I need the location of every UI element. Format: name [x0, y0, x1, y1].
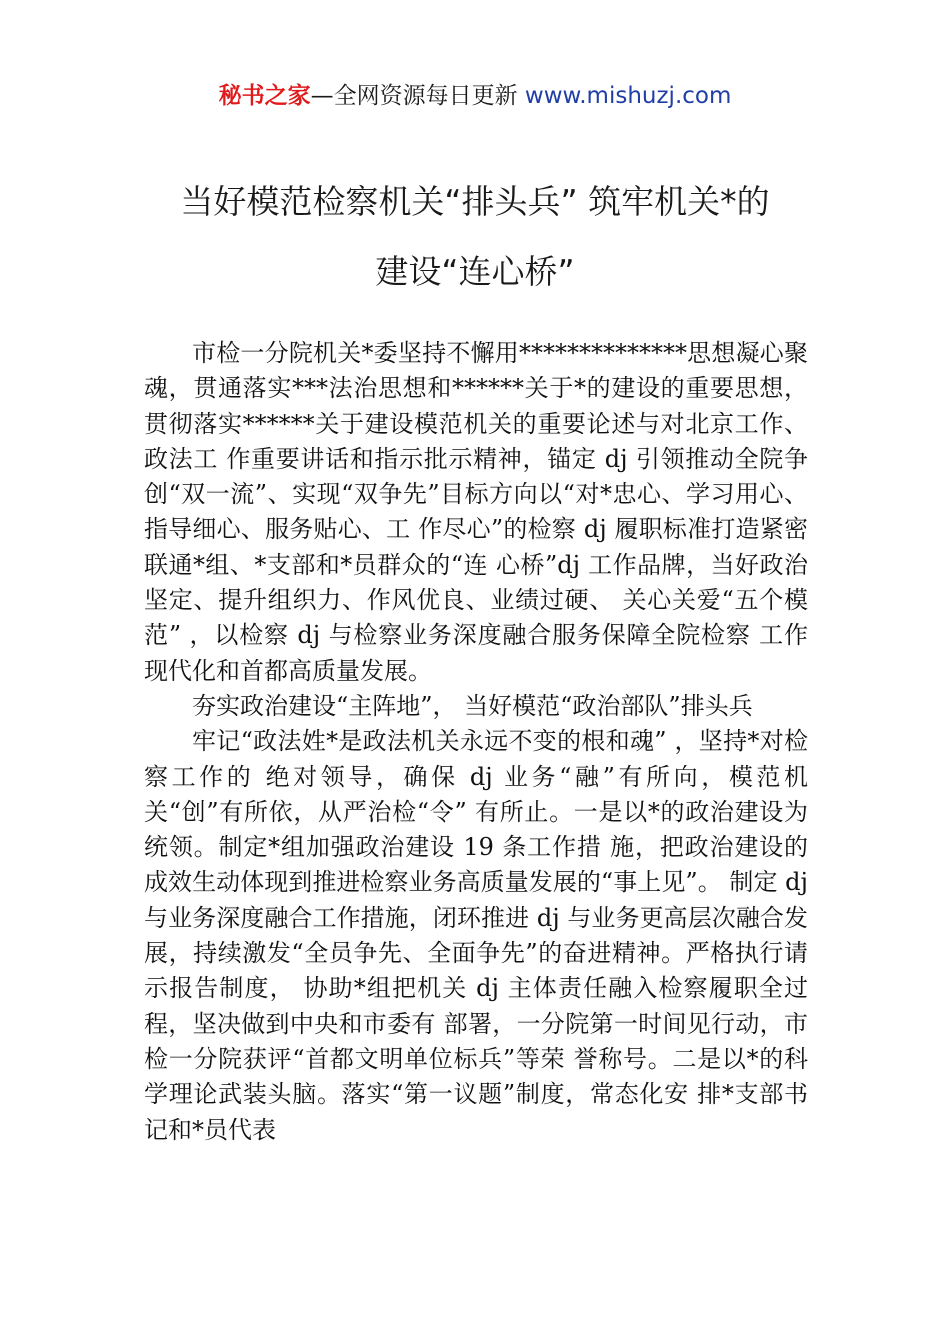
document-title-line-2: 建设“连心桥” — [375, 252, 575, 291]
site-header — [0, 80, 950, 112]
body-paragraph-2: 牢记“政法姓*是政法机关永远不变的根和魂” ，坚持*对检察工作的 绝对领导，确保 dj 业务“融”有所向，模范机关“创”有所依，从严治检“令” 有所止。一是以*的政治建设为统领。制定*组加强政治建设 19 条工作措 施，把政治建设的成效生动体现到推进检察业务高质量发展的“事上见”。 制定 dj 与业务深度融合工作措施，闭环推进 dj 与业务更高层次融合发 展，持续激发“全员争先、全面争先”的奋进精神。严格执行请示报告制度， 协助*组把机关 dj 主体责任融入检察履职全过程，坚决做到中央和市委有 部署，一分院第一时间见行动，市检一分院获评“首都文明单位标兵”等荣 誉称号。二是以*的科学理论武装头脑。落实“第一议题”制度，常态化安 排*支部书记和*员代表 — [144, 727, 808, 1144]
section-heading: 夯实政治建设“主阵地”， 当好模范“政治部队”排头兵 — [192, 691, 753, 720]
document-body — [144, 336, 808, 1148]
header-tagline: —全网资源每日更新 — [310, 83, 518, 109]
body-paragraph-1: 市检一分院机关*委坚持不懈用**************思想凝心聚魂，贯通落实***法治思想和******关于*的建设的重要思想， 贯彻落实******关于建设模范机关的重要论述与对北京工作、政法工 作重要讲话和指示批示精神，锚定 dj 引领推动全院争创“双一流”、实现“双争先”目标方向以“对*忠心、学习用心、指导细心、服务贴心、工 作尽心”的检察 dj 履职标准打造紧密联通*组、*支部和*员群众的“连 心桥”dj 工作品牌，当好政治坚定、提升组织力、作风优良、业绩过硬、 关心关爱“五个模范” ，以检察 dj 与检察业务深度融合服务保障全院检察 工作现代化和首都高质量发展。 — [144, 339, 808, 685]
brand-name: 秘书之家 — [218, 83, 311, 109]
site-url-link[interactable]: www.mishuzj.com — [524, 83, 732, 109]
document-title-line-1: 当好模范检察机关“排头兵” 筑牢机关*的 — [180, 182, 770, 221]
